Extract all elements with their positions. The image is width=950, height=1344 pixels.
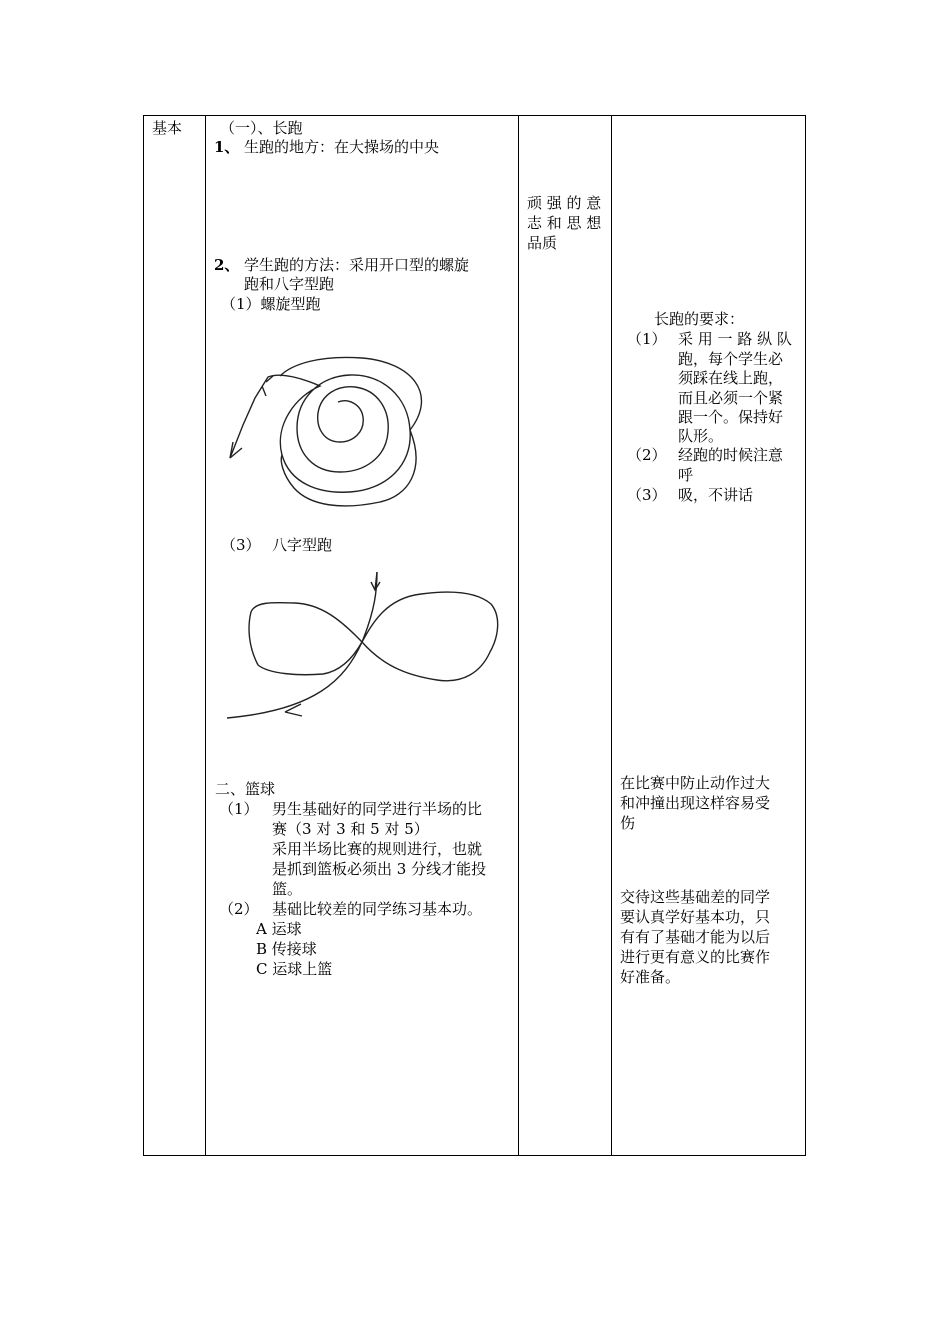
spiral-label: （1）螺旋型跑 — [221, 295, 321, 313]
requirements-title: 长跑的要求： — [654, 310, 745, 328]
item2-line2: 跑和八字型跑 — [244, 275, 335, 293]
weak-note-line2: 要认真学好基本功，只 — [620, 908, 771, 926]
req1-line2: 跑，每个学生必 — [678, 350, 784, 368]
figure8-right-loop — [362, 592, 498, 681]
req1-line4: 而且必须一个紧 — [678, 389, 784, 407]
figure-eight-path-diagram — [225, 570, 505, 725]
spiral-path — [230, 375, 410, 492]
req2-number: （2） — [627, 446, 667, 464]
bb-note-line3: 伤 — [620, 814, 636, 832]
spiral-outer-loop — [281, 430, 416, 506]
weak-note-line5: 好准备。 — [620, 968, 681, 986]
item1-text: 生跑的地方：在大操场的中央 — [244, 138, 440, 156]
bb1-number: （1） — [219, 800, 259, 818]
weak-note-line1: 交待这些基础差的同学 — [620, 888, 771, 906]
bb-note-line2: 和冲撞出现这样容易受 — [620, 794, 771, 812]
long-run-heading: （一）、长跑 — [220, 119, 303, 137]
spiral-path-diagram — [220, 350, 460, 520]
figure8-entry-line — [362, 572, 377, 642]
req1-number: （1） — [627, 330, 667, 348]
goals-line2: 志 和 思 想 — [527, 214, 602, 232]
bb-note-line1: 在比赛中防止动作过大 — [620, 774, 771, 792]
bb2-option-b: B 传接球 — [256, 940, 317, 958]
bb1-line5: 篮。 — [272, 880, 303, 898]
req2-line2: 呼 — [678, 466, 694, 484]
bb2-option-a: A 运球 — [256, 920, 302, 938]
bb2-text: 基础比较差的同学练习基本功。 — [272, 900, 483, 918]
bb1-line1: 男生基础好的同学进行半场的比 — [272, 800, 483, 818]
column-divider-2 — [518, 116, 519, 1155]
req3-line1: 吸，不讲话 — [678, 486, 754, 504]
figure8-number: （3） — [221, 536, 261, 554]
column-divider-3 — [611, 116, 612, 1155]
basketball-heading: 二、篮球 — [215, 780, 276, 798]
figure8-exit-arrow — [285, 704, 302, 716]
figure8-label: 八字型跑 — [272, 536, 333, 554]
req1-line5: 跟一个。保持好 — [678, 408, 784, 426]
req1-line1: 采 用 一 路 纵 队 — [678, 330, 792, 348]
goals-line1: 顽 强 的 意 — [527, 194, 602, 212]
item2-number: 2、 — [214, 256, 240, 274]
goals-line3: 品质 — [527, 234, 558, 252]
bb1-line3: 采用半场比赛的规则进行，也就 — [272, 840, 483, 858]
row-label: 基本 — [152, 119, 183, 137]
req1-line3: 须踩在线上跑， — [678, 369, 784, 387]
weak-note-line4: 进行更有意义的比赛作 — [620, 948, 771, 966]
bb2-number: （2） — [219, 900, 259, 918]
bb1-line4: 是抓到篮板必须出 3 分线才能投 — [272, 860, 487, 878]
bb1-line2: 赛（3 对 3 和 5 对 5） — [272, 820, 429, 838]
weak-note-line3: 有有了基础才能为以后 — [620, 928, 771, 946]
spiral-outer-arm — [280, 357, 421, 430]
req2-line1: 经跑的时候注意 — [678, 446, 784, 464]
req1-line6: 队形。 — [678, 427, 724, 445]
req3-number: （3） — [627, 486, 667, 504]
figure8-entry-arrow — [371, 572, 380, 590]
figure8-left-loop — [249, 603, 362, 675]
bb2-option-c: C 运球上篮 — [256, 960, 333, 978]
item2-line1: 学生跑的方法：采用开口型的螺旋 — [244, 256, 470, 274]
column-divider-1 — [205, 116, 206, 1155]
item1-number: 1、 — [214, 138, 240, 156]
